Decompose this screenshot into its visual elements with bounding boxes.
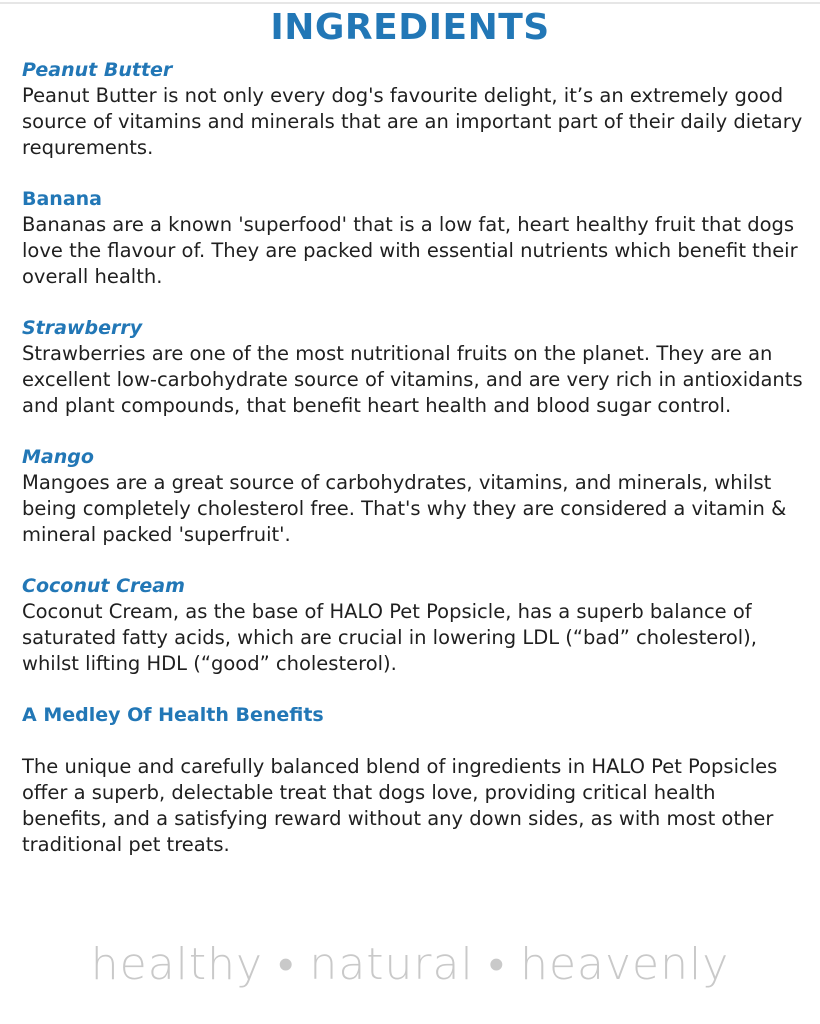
page-title: INGREDIENTS <box>270 7 550 48</box>
section-text: Mangoes are a great source of carbohydrates, vitamins, and minerals, whilst being completely cholesterol free. That's why they are considered a vitamin & mineral packed 'superfruit'. <box>22 471 787 546</box>
brand-tagline: healthy • natural • heavenly <box>90 939 730 990</box>
section-banana <box>22 187 806 290</box>
section-heading: Mango <box>22 446 94 468</box>
top-divider <box>0 2 820 4</box>
section-health-benefits <box>22 703 806 858</box>
section-text: Peanut Butter is not only every dog's favourite delight, it’s an extremely good source of vitamins and minerals that are an important part of their daily dietary requrements. <box>22 84 803 159</box>
section-heading: Coconut Cream <box>22 575 185 597</box>
section-peanut-butter <box>22 58 806 161</box>
section-text: The unique and carefully balanced blend of ingredients in HALO Pet Popsicles offer a superb, delectable treat that dogs love, providing critical health benefits, and a satisfying reward without any down sides, as with most other traditional pet treats. <box>22 755 778 856</box>
section-coconut-cream <box>22 574 806 677</box>
section-text: Coconut Cream, as the base of HALO Pet Popsicle, has a superb balance of saturated fatty acids, which are crucial in lowering LDL (“bad” cholesterol), whilst lifting HDL (“good” cholesterol). <box>22 600 757 675</box>
section-text: Bananas are a known 'superfood' that is a low fat, heart healthy fruit that dogs love the flavour of. They are packed with essential nutrients which benefit their overall health. <box>22 213 798 288</box>
section-heading: A Medley Of Health Benefits <box>22 704 324 726</box>
section-text: Strawberries are one of the most nutritional fruits on the planet. They are an excellent low-carbohydrate source of vitamins, and are very rich in antioxidants and plant compounds, that benefit heart health and blood sugar control. <box>22 342 803 417</box>
section-mango <box>22 445 806 548</box>
section-heading: Banana <box>22 188 102 210</box>
section-strawberry <box>22 316 806 419</box>
ingredients-content <box>22 58 806 884</box>
section-heading: Strawberry <box>22 317 143 339</box>
section-heading: Peanut Butter <box>22 59 173 81</box>
